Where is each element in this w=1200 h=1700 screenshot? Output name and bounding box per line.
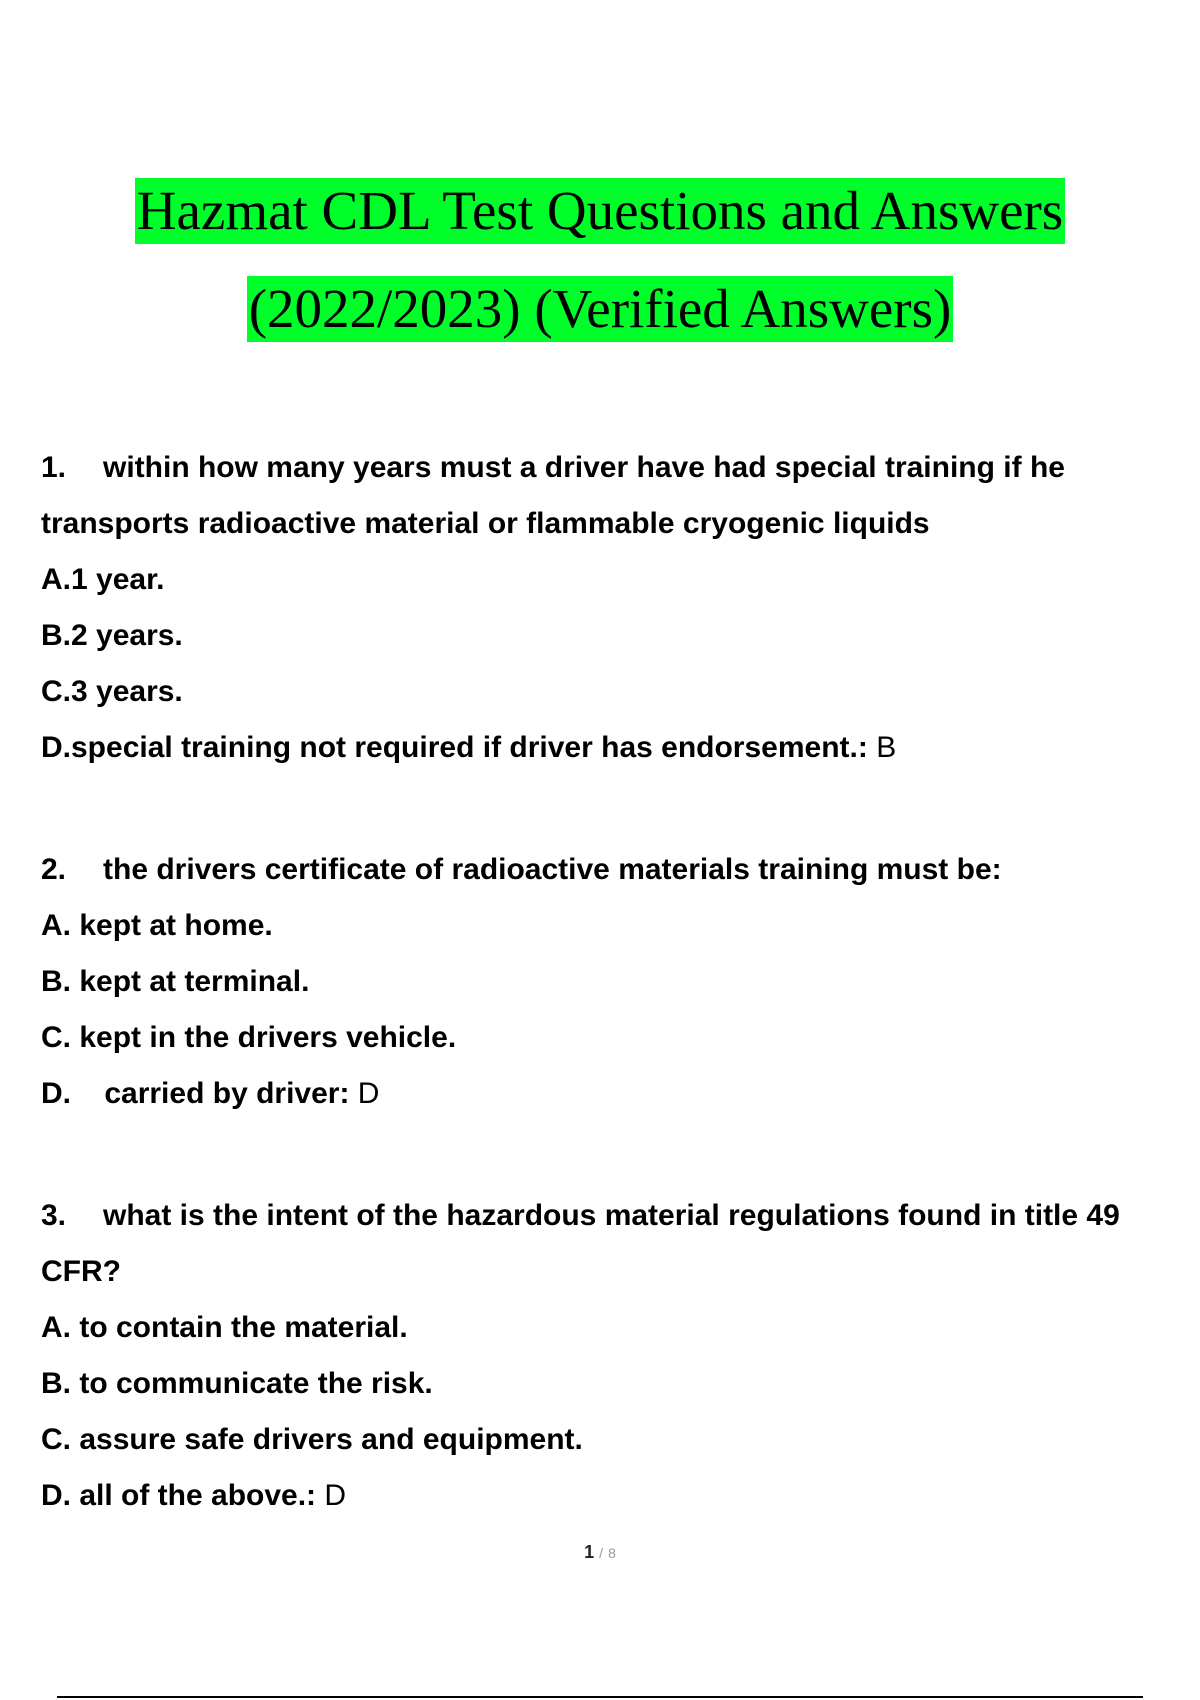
option-c <box>41 1412 1171 1468</box>
question-number: 2. <box>41 853 67 886</box>
option-text: A. to contain the material. <box>41 1311 408 1344</box>
question-stem <box>41 842 1171 898</box>
option-d <box>41 1066 1171 1122</box>
option-d <box>41 720 1171 776</box>
option-text: C. kept in the drivers vehicle. <box>41 1021 457 1054</box>
option-text: B.2 years. <box>41 619 183 652</box>
document-title <box>0 178 1200 374</box>
option-text: A.1 year. <box>41 563 165 596</box>
answer-key: D <box>357 1077 380 1110</box>
option-b <box>41 608 1171 664</box>
page-bottom-divider <box>57 1696 1143 1698</box>
question-text: within how many years must a driver have had special training if he transports radioactive material or flammable cryogenic liquids <box>41 451 1065 540</box>
option-text: C. assure safe drivers and equipment. <box>41 1423 583 1456</box>
question-text: the drivers certificate of radioactive materials training must be: <box>103 853 1002 886</box>
current-page: 1 <box>584 1542 595 1562</box>
question-text: what is the intent of the hazardous material regulations found in title 49 CFR? <box>41 1199 1120 1288</box>
option-b <box>41 954 1171 1010</box>
option-text: B. to communicate the risk. <box>41 1367 433 1400</box>
option-a <box>41 1300 1171 1356</box>
question-stem <box>41 440 1171 552</box>
question-number: 3. <box>41 1199 67 1232</box>
option-text: D.special training not required if driver has endorsement.: <box>41 731 877 764</box>
question-number: 1. <box>41 451 67 484</box>
option-text: A. kept at home. <box>41 909 273 942</box>
question-1 <box>41 440 1171 776</box>
question-2 <box>41 842 1171 1122</box>
option-b <box>41 1356 1171 1412</box>
option-text: B. kept at terminal. <box>41 965 310 998</box>
total-pages: 8 <box>608 1545 616 1561</box>
answer-key: B <box>876 731 897 764</box>
question-3 <box>41 1188 1171 1524</box>
option-text: D. carried by driver: <box>41 1077 358 1110</box>
option-a <box>41 898 1171 954</box>
question-list <box>41 440 1171 1590</box>
page-indicator <box>0 1542 1200 1563</box>
option-c <box>41 1010 1171 1066</box>
page-separator: / <box>599 1545 604 1561</box>
answer-key: D <box>324 1479 347 1512</box>
option-d <box>41 1468 1171 1524</box>
option-c <box>41 664 1171 720</box>
question-stem <box>41 1188 1171 1300</box>
option-text: D. all of the above.: <box>41 1479 325 1512</box>
option-text: C.3 years. <box>41 675 183 708</box>
title-line-1: Hazmat CDL Test Questions and Answers <box>135 178 1065 244</box>
option-a <box>41 552 1171 608</box>
title-line-2: (2022/2023) (Verified Answers) <box>247 276 954 342</box>
